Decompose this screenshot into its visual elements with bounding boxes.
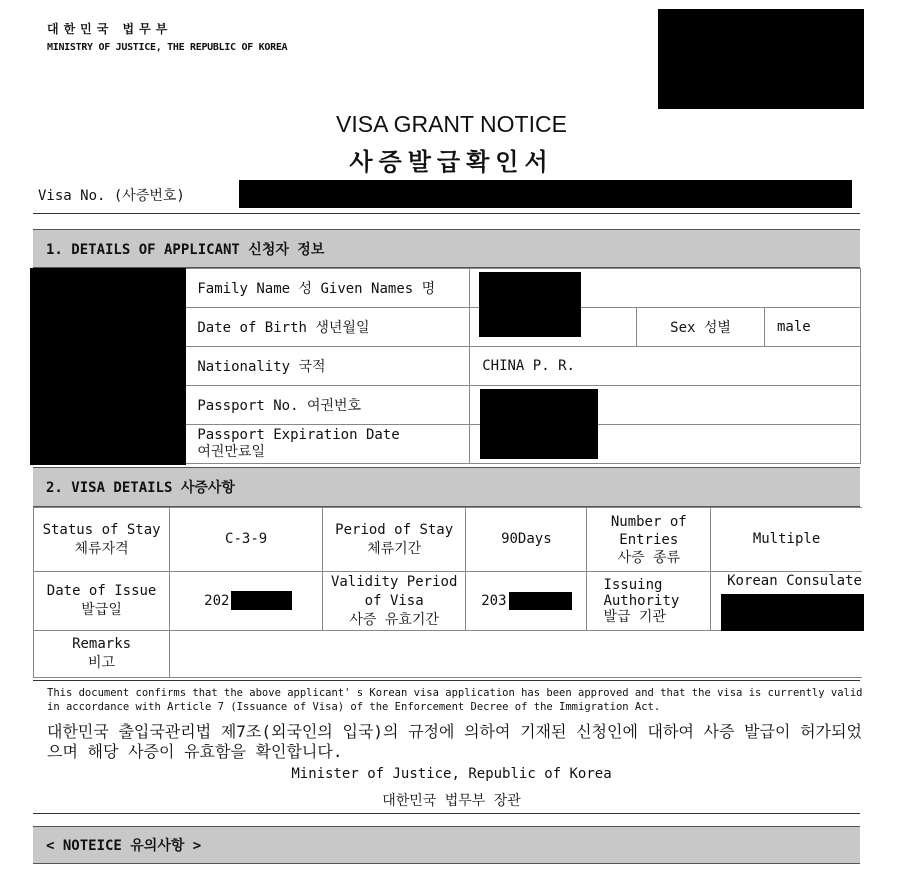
redacted-photo-box (658, 9, 864, 109)
validity-period-label-3: 사증 유효기간 (349, 611, 439, 628)
passport-label: Passport No. 여권번호 (185, 386, 470, 425)
redacted-name-and-dob (479, 272, 581, 337)
redacted-validity-date (509, 592, 572, 610)
visa-number-label: Visa No. (사증번호) (38, 188, 185, 204)
status-of-stay-label-en: Status of Stay (42, 521, 161, 538)
notice-section-header (33, 826, 860, 864)
period-of-stay-label (323, 508, 466, 572)
issuing-authority-label-3: 발급 기관 (603, 609, 666, 625)
dob-label: Date of Birth 생년월일 (185, 308, 470, 347)
section-applicant-title: 1. DETAILS OF APPLICANT 신청자 정보 (46, 241, 325, 258)
divider (33, 813, 860, 814)
number-of-entries-label-3: 사증 종류 (617, 549, 681, 566)
ministry-name-korean: 대한민국 법무부 (47, 22, 173, 36)
divider (33, 213, 860, 214)
remarks-label-en: Remarks (72, 636, 132, 652)
passport-expiration-label-ko: 여권만료일 (197, 444, 265, 460)
status-of-stay-label-ko: 체류자격 (74, 540, 129, 557)
passport-expiration-label (185, 425, 470, 464)
redacted-issuing-authority (721, 594, 864, 631)
remarks-label-ko: 비고 (88, 655, 116, 671)
nationality-label: Nationality 국적 (185, 347, 470, 386)
validity-period-label-1: Validity Period (330, 573, 458, 590)
passport-expiration-label-en: Passport Expiration Date (197, 427, 400, 443)
sex-value: male (765, 308, 861, 347)
number-of-entries-label-2: Entries (619, 531, 679, 548)
minister-title-english: Minister of Justice, Republic of Korea (291, 766, 612, 782)
divider (33, 680, 860, 681)
nationality-value: CHINA P. R. (470, 347, 861, 386)
sex-label: Sex 성별 (637, 308, 765, 347)
document-title-english: VISA GRANT NOTICE (336, 111, 567, 137)
name-label: Family Name 성 Given Names 명 (185, 269, 470, 308)
notice-section-title: < NOTEICE 유의사항 > (46, 838, 202, 854)
minister-title-korean: 대한민국 법무부 장관 (382, 793, 521, 809)
date-of-issue-value: 202 (170, 572, 323, 631)
redacted-visa-number (239, 180, 852, 208)
status-of-stay-label (34, 508, 170, 572)
issuing-authority-value: Korean Consulate (711, 572, 862, 631)
visa-details-table (33, 507, 862, 678)
validity-period-label (323, 572, 466, 631)
redacted-applicant-photo (30, 268, 186, 465)
section-visa-header (33, 467, 860, 507)
number-of-entries-value: Multiple (711, 508, 862, 572)
date-of-issue-label (34, 572, 170, 631)
issuing-authority-label-2: Authority (603, 593, 680, 609)
document-title-korean: 사증발급확인서 (349, 148, 554, 176)
date-of-issue-label-ko: 발급일 (81, 602, 122, 618)
period-of-stay-label-en: Period of Stay (335, 521, 454, 538)
status-of-stay-value: C-3-9 (170, 508, 323, 572)
validity-period-value: 203 (466, 572, 587, 631)
confirmation-text-korean: 대한민국 출입국관리법 제7조(외국인의 입국)의 규정에 의하여 기재된 신청인에 대하여 사증 발급이 허가되었으며 해당 사증이 유효함을 확인합니다. (47, 722, 862, 761)
ministry-name-english: MINISTRY OF JUSTICE, THE REPUBLIC OF KOREA (47, 42, 288, 53)
section-applicant-header (33, 229, 860, 268)
remarks-label (34, 631, 170, 678)
confirmation-text-english: This document confirms that the above applicant' s Korean visa application has been approved and that the visa is currently valid in accordance with Article 7 (Issuance of Visa) of the Enforcement Decree of the Immigration Act. (47, 687, 863, 713)
validity-period-label-2: of Visa (364, 592, 424, 609)
section-visa-title: 2. VISA DETAILS 사증사항 (46, 480, 235, 496)
period-of-stay-label-ko: 체류기간 (367, 540, 422, 557)
number-of-entries-label-1: Number of (610, 513, 687, 530)
issuing-authority-label-1: Issuing (603, 577, 663, 593)
number-of-entries-label (587, 508, 711, 572)
remarks-value-cell (170, 631, 862, 678)
date-of-issue-label-en: Date of Issue (46, 583, 157, 599)
period-of-stay-value: 90Days (466, 508, 587, 572)
issuing-authority-label (587, 572, 711, 631)
redacted-issue-date (231, 591, 292, 610)
redacted-passport-info (480, 389, 598, 459)
